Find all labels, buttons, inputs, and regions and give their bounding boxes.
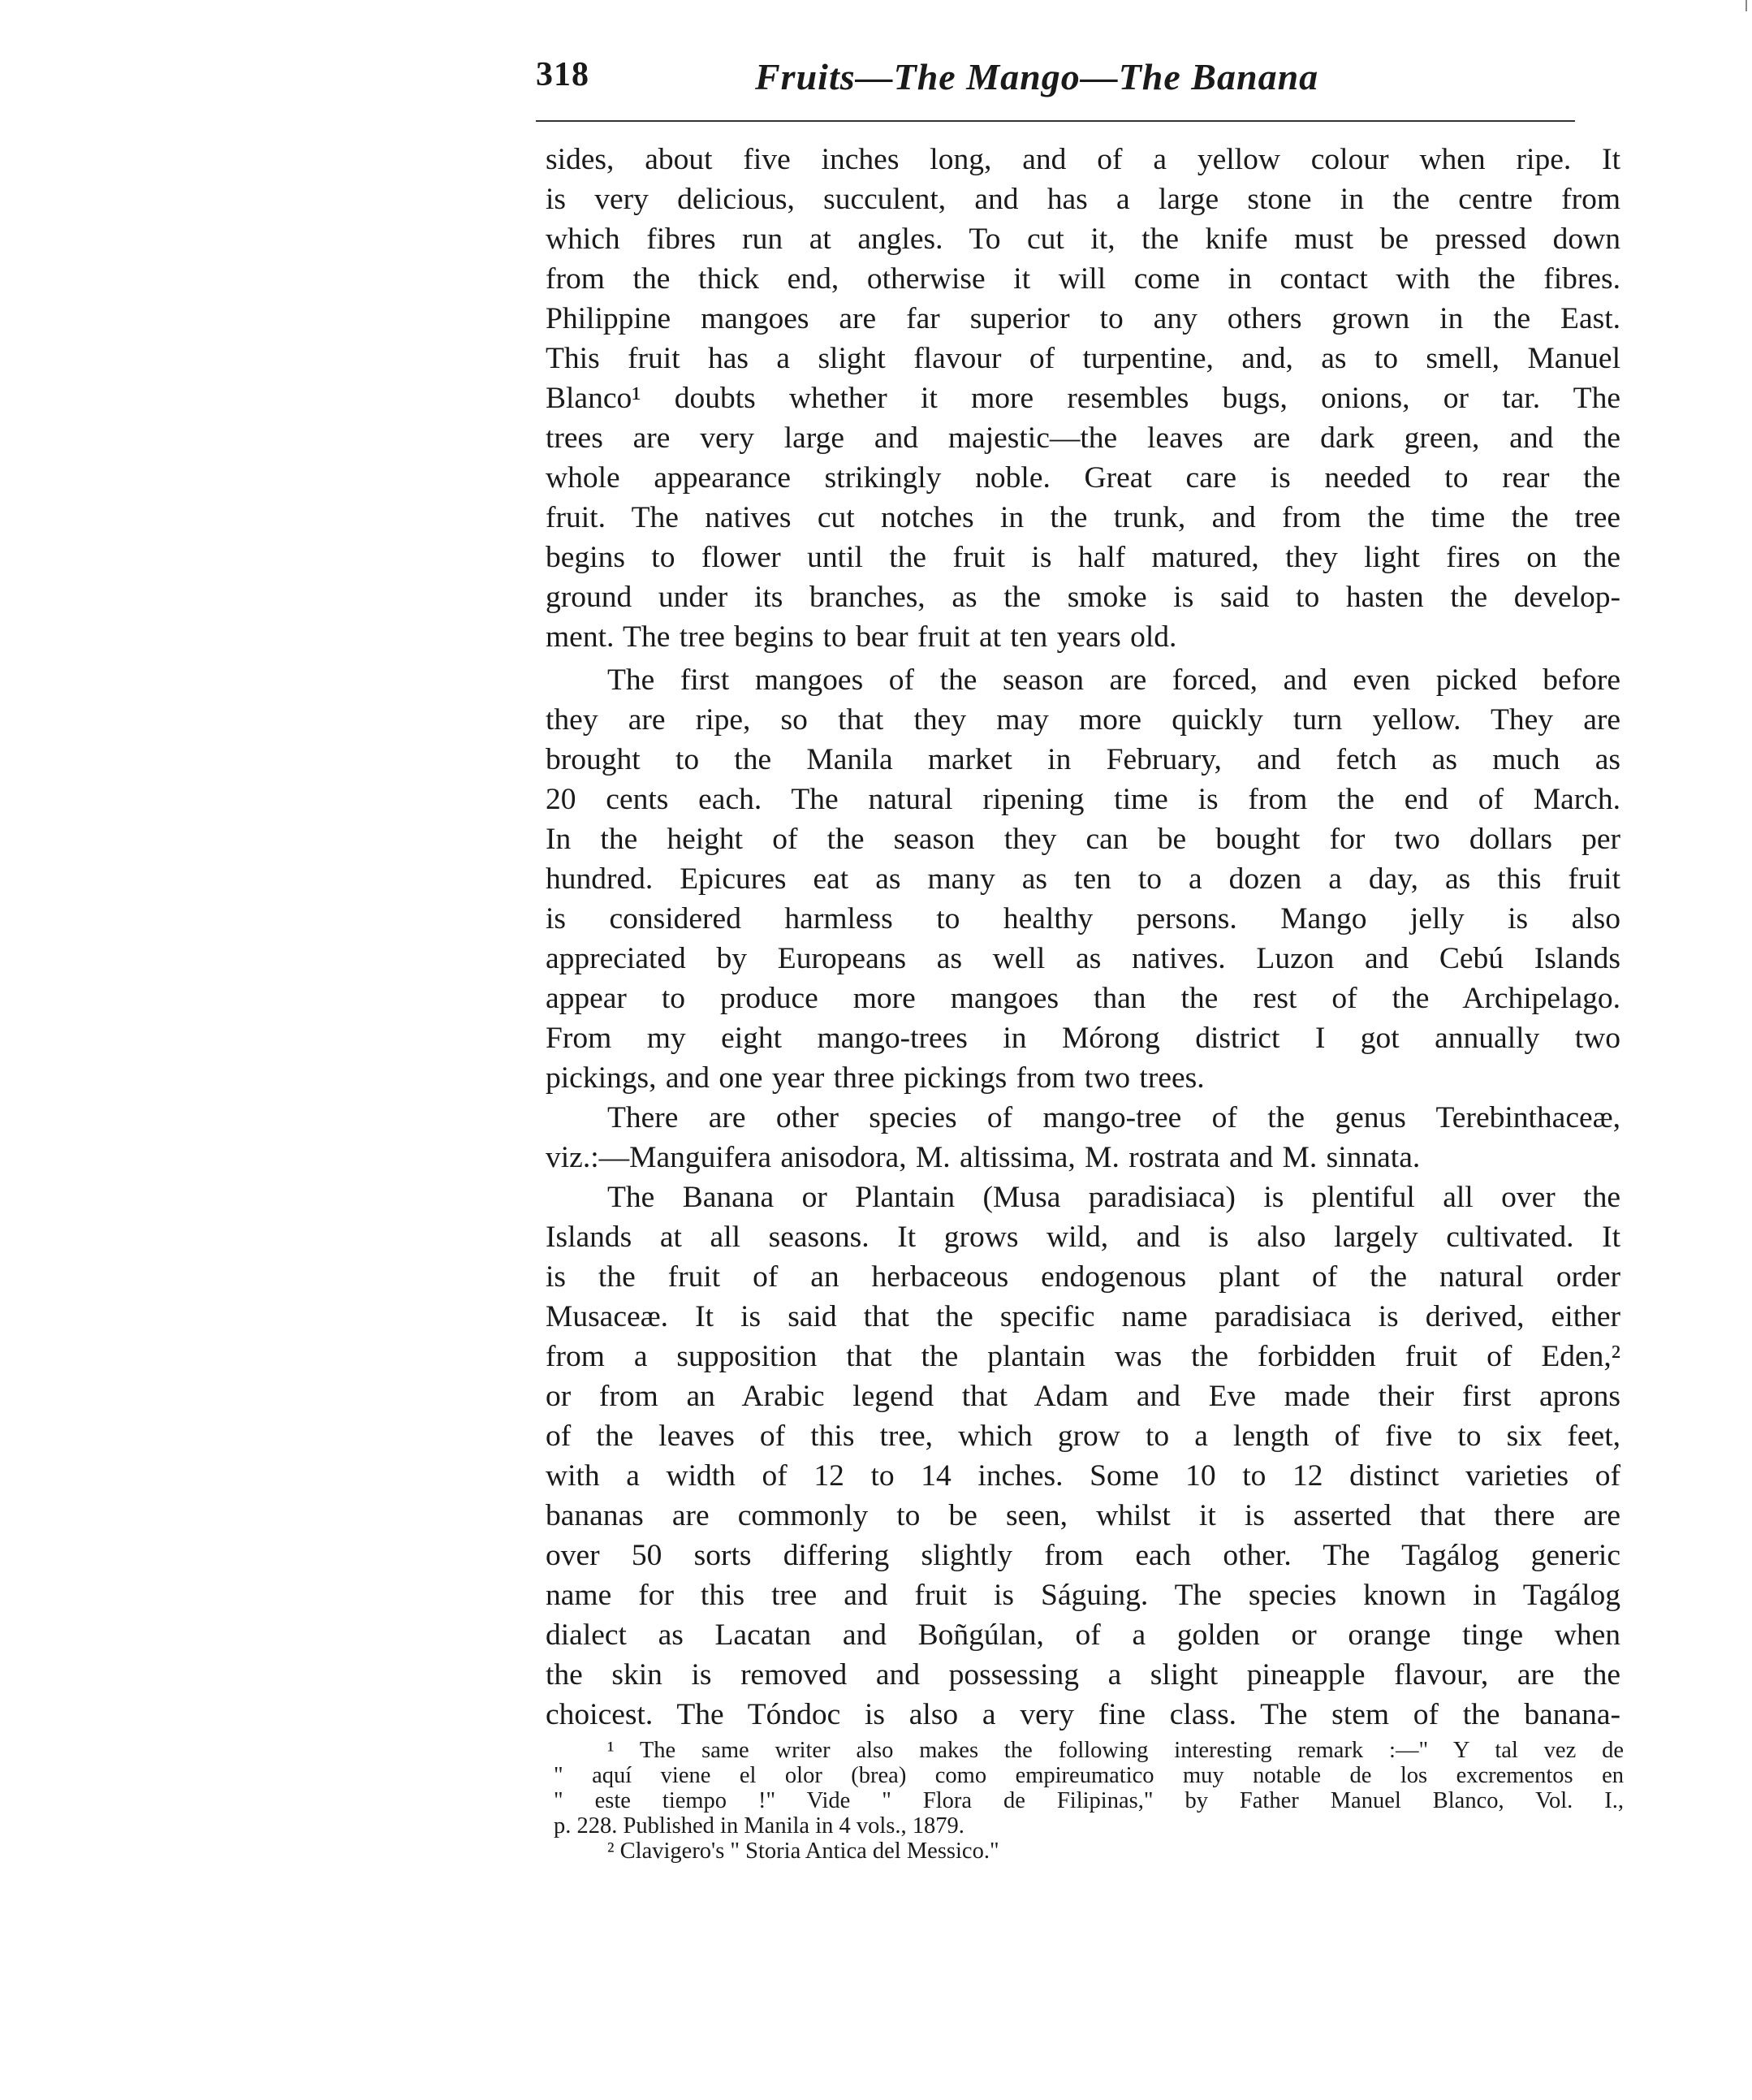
footnote-1-line: ¹ The same writer also makes the following interesting remark :—" Y tal vez de — [607, 1738, 1624, 1763]
text-line: they are ripe, so that they may more quickly turn yellow. They are — [546, 703, 1620, 737]
text-line: sides, about five inches long, and of a yellow colour when ripe. It — [546, 143, 1620, 176]
text-line: Blanco¹ doubts whether it more resembles bugs, onions, or tar. The — [546, 382, 1620, 415]
text-line: with a width of 12 to 14 inches. Some 10 to 12 distinct varieties of — [546, 1459, 1620, 1493]
scan-edge-mark — [1746, 0, 1747, 11]
text-line: from the thick end, otherwise it will come in contact with the fibres. — [546, 262, 1620, 296]
text-line: hundred. Epicures eat as many as ten to a dozen a day, as this fruit — [546, 862, 1620, 896]
text-line: over 50 sorts differing slightly from each other. The Tagálog generic — [546, 1539, 1620, 1572]
text-line: appear to produce more mangoes than the rest of the Archipelago. — [546, 982, 1620, 1015]
paragraph-start-line: The Banana or Plantain (Musa paradisiaca) is plentiful all over the — [607, 1181, 1620, 1214]
text-line: name for this tree and fruit is Ságuing. The species known in Tagálog — [546, 1579, 1620, 1612]
text-line: or from an Arabic legend that Adam and Eve made their first aprons — [546, 1380, 1620, 1413]
text-line: Philippine mangoes are far superior to any others grown in the East. — [546, 302, 1620, 335]
text-line: appreciated by Europeans as well as natives. Luzon and Cebú Islands — [546, 942, 1620, 975]
text-line: is considered harmless to healthy persons. Mango jelly is also — [546, 902, 1620, 935]
text-line: the skin is removed and possessing a slight pineapple flavour, are the — [546, 1658, 1620, 1692]
text-line: is the fruit of an herbaceous endogenous plant of the natural order — [546, 1260, 1620, 1294]
text-line: whole appearance strikingly noble. Great care is needed to rear the — [546, 461, 1620, 495]
text-line: brought to the Manila market in February, and fetch as much as — [546, 743, 1620, 776]
text-line: fruit. The natives cut notches in the trunk, and from the time the tree — [546, 501, 1620, 534]
text-line: is very delicious, succulent, and has a large stone in the centre from — [546, 183, 1620, 216]
text-line: ground under its branches, as the smoke is said to hasten the develop- — [546, 581, 1620, 614]
text-line: of the leaves of this tree, which grow to a length of five to six feet, — [546, 1419, 1620, 1453]
header-rule — [536, 120, 1575, 122]
text-line: begins to flower until the fruit is half matured, they light fires on the — [546, 541, 1620, 574]
text-line: This fruit has a slight flavour of turpentine, and, as to smell, Manuel — [546, 342, 1620, 375]
running-title: Fruits—The Mango—The Banana — [755, 56, 1319, 97]
text-line: which fibres run at angles. To cut it, the knife must be pressed down — [546, 223, 1620, 256]
footnote-1-line: p. 228. Published in Manila in 4 vols., 1879. — [554, 1813, 964, 1839]
text-line: viz.:—Manguifera anisodora, M. altissima, M. rostrata and M. sinnata. — [546, 1141, 1421, 1174]
page-header — [536, 55, 1575, 117]
text-line: ment. The tree begins to bear fruit at ten years old. — [546, 620, 1177, 654]
text-line: dialect as Lacatan and Boñgúlan, of a golden or orange tinge when — [546, 1618, 1620, 1652]
paragraph-start-line: There are other species of mango-tree of the genus Terebinthaceæ, — [607, 1101, 1620, 1134]
footnote-2-line: ² Clavigero's " Storia Antica del Messico." — [607, 1839, 999, 1864]
text-line: 20 cents each. The natural ripening time is from the end of March. — [546, 783, 1620, 816]
text-line: Musaceæ. It is said that the specific name paradisiaca is derived, either — [546, 1300, 1620, 1333]
text-line: choicest. The Tóndoc is also a very fine class. The stem of the banana- — [546, 1698, 1620, 1731]
text-line: In the height of the season they can be bought for two dollars per — [546, 823, 1620, 856]
footnotes — [554, 1738, 1624, 1864]
text-line: From my eight mango-trees in Mórong district I got annually two — [546, 1022, 1620, 1055]
text-line: Islands at all seasons. It grows wild, and is also largely cultivated. It — [546, 1221, 1620, 1254]
text-line: trees are very large and majestic—the leaves are dark green, and the — [546, 421, 1620, 455]
page-number: 318 — [536, 56, 589, 93]
paragraph-start-line: The first mangoes of the season are forced, and even picked before — [607, 663, 1620, 697]
footnote-1-line: " aquí viene el olor (brea) como empireumatico muy notable de los excrementos en — [554, 1763, 1624, 1788]
body-text — [546, 140, 1620, 1735]
text-line: pickings, and one year three pickings from two trees. — [546, 1061, 1205, 1095]
footnote-1-line: " este tiempo !" Vide " Flora de Filipinas," by Father Manuel Blanco, Vol. I., — [554, 1788, 1624, 1813]
text-line: bananas are commonly to be seen, whilst it is asserted that there are — [546, 1499, 1620, 1532]
text-line: from a supposition that the plantain was the forbidden fruit of Eden,² — [546, 1340, 1620, 1373]
